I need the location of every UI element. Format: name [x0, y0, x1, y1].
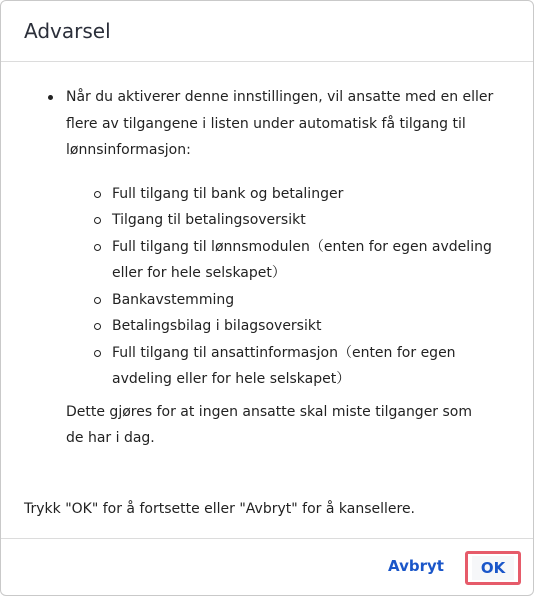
main-bullet-text: Når du aktiverer denne innstillingen, vil ansatte med en eller flere av tilgangene i listen under automatisk få tilgang til lønnsinformasjon:	[66, 89, 494, 158]
ok-button-highlight	[465, 551, 521, 585]
list-item: Bankavstemming	[66, 287, 509, 314]
cancel-button[interactable]: Avbryt	[388, 553, 444, 579]
dialog-title: Advarsel	[24, 19, 111, 43]
list-item	[39, 84, 509, 452]
main-list	[39, 84, 509, 452]
dialog-body	[1, 62, 533, 538]
note-text: Dette gjøres for at ingen ansatte skal miste tilganger som de har i dag.	[66, 403, 473, 446]
list-item: Full tilgang til ansattinformasjon（enten for egen avdeling eller for hele selskapet）	[66, 340, 509, 393]
dialog-actions	[1, 539, 533, 595]
list-item: Full tilgang til bank og betalinger	[66, 181, 509, 208]
ok-button[interactable]: OK	[472, 556, 514, 580]
list-item: Full tilgang til lønnsmodulen（enten for egen avdeling eller for hele selskapet）	[66, 234, 509, 287]
instruction-text: Trykk "OK" for å fortsette eller "Avbryt" for å kansellere.	[24, 501, 416, 517]
sub-list	[66, 181, 509, 393]
list-item: Betalingsbilag i bilagsoversikt	[66, 313, 509, 340]
list-item: Tilgang til betalingsoversikt	[66, 207, 509, 234]
